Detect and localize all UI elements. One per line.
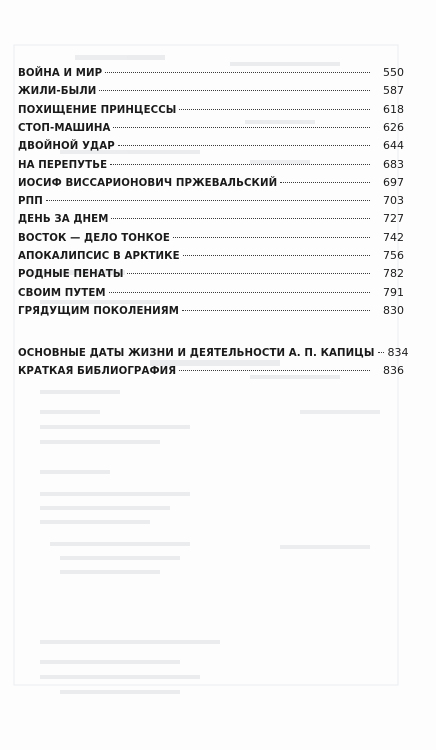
toc-entry-page: 626 (383, 120, 404, 134)
toc-dot-leader (110, 164, 370, 165)
toc-entry-page: 727 (383, 212, 404, 226)
toc-dot-leader (111, 218, 370, 219)
toc-entry-title: РОДНЫЕ ПЕНАТЫ (18, 269, 124, 281)
toc-entry-page: 830 (383, 303, 404, 317)
toc-entry-page: 782 (383, 267, 404, 281)
toc-dot-leader (378, 352, 384, 353)
toc-dot-leader (179, 109, 370, 110)
toc-entry-title: ДВОЙНОЙ УДАР (18, 141, 115, 153)
toc-entry-page: 683 (383, 157, 404, 171)
toc-entry-page: 587 (383, 84, 404, 98)
toc-dot-leader (105, 72, 370, 73)
toc-entry-page: 756 (383, 249, 404, 262)
toc-entry-page: 742 (383, 230, 404, 244)
toc-entry-title: ГРЯДУЩИМ ПОКОЛЕНИЯМ (18, 305, 179, 317)
toc-entry (18, 103, 404, 121)
toc-entry (18, 158, 404, 176)
toc-entry-title: АПОКАЛИПСИС В АРКТИКЕ (18, 251, 180, 262)
toc-entry-title: ЖИЛИ-БЫЛИ (18, 86, 97, 98)
toc-entry-page: 644 (383, 139, 404, 153)
toc-entry-title: ДЕНЬ ЗА ДНЕМ (18, 214, 109, 226)
toc-entry-title: ИОСИФ ВИССАРИОНОВИЧ ПРЖЕВАЛЬСКИЙ (18, 177, 278, 189)
toc-dot-leader (179, 370, 370, 371)
toc-entry (18, 249, 404, 267)
toc-entry-title: СВОИМ ПУТЕМ (18, 287, 106, 299)
toc-entry (18, 194, 404, 212)
toc-entry-title: ОСНОВНЫЕ ДАТЫ ЖИЗНИ И ДЕЯТЕЛЬНОСТИ А. П. КАПИЦЫ (18, 348, 375, 359)
toc-entry-page: 703 (383, 194, 404, 208)
toc-entry-page: 836 (383, 364, 404, 378)
toc-dot-leader (280, 182, 370, 183)
toc-appendix-entry (18, 346, 409, 364)
toc-entry (18, 267, 404, 285)
toc-entry-title: СТОП-МАШИНА (18, 122, 111, 134)
toc-dot-leader (113, 127, 370, 128)
toc-entry-title: ПОХИЩЕНИЕ ПРИНЦЕССЫ (18, 104, 177, 116)
toc-entry (18, 84, 404, 102)
toc-dot-leader (127, 273, 371, 274)
toc-dot-leader (183, 255, 370, 256)
toc-entry (18, 212, 404, 230)
toc-entry-page: 791 (383, 285, 404, 299)
toc-entry-page: 550 (383, 66, 404, 79)
toc-entry (18, 286, 404, 304)
toc-appendix-entry (18, 364, 404, 382)
toc-entry (18, 139, 404, 157)
toc-entry-page: 834 (387, 346, 409, 359)
toc-entry (18, 231, 404, 249)
toc-entry-page: 618 (383, 102, 404, 116)
toc-entry-title: КРАТКАЯ БИБЛИОГРАФИЯ (18, 366, 177, 378)
toc-dot-leader (46, 200, 370, 201)
toc-entry (18, 66, 404, 84)
toc-entry (18, 304, 404, 322)
toc-dot-leader (99, 90, 370, 91)
toc-dot-leader (109, 292, 370, 293)
toc-entry-title: РПП (18, 196, 43, 208)
toc-entry-title: ВОЙНА И МИР (18, 68, 103, 79)
toc-entry (18, 121, 404, 139)
toc-dot-leader (118, 145, 370, 146)
toc-dot-leader (182, 310, 370, 311)
toc-entry-page: 697 (383, 175, 404, 189)
toc-entry-title: НА ПЕРЕПУТЬЕ (18, 159, 108, 171)
toc-entry (18, 176, 404, 194)
toc-dot-leader (173, 237, 370, 238)
toc-entry-title: ВОСТОК — ДЕЛО ТОНКОЕ (18, 232, 170, 244)
